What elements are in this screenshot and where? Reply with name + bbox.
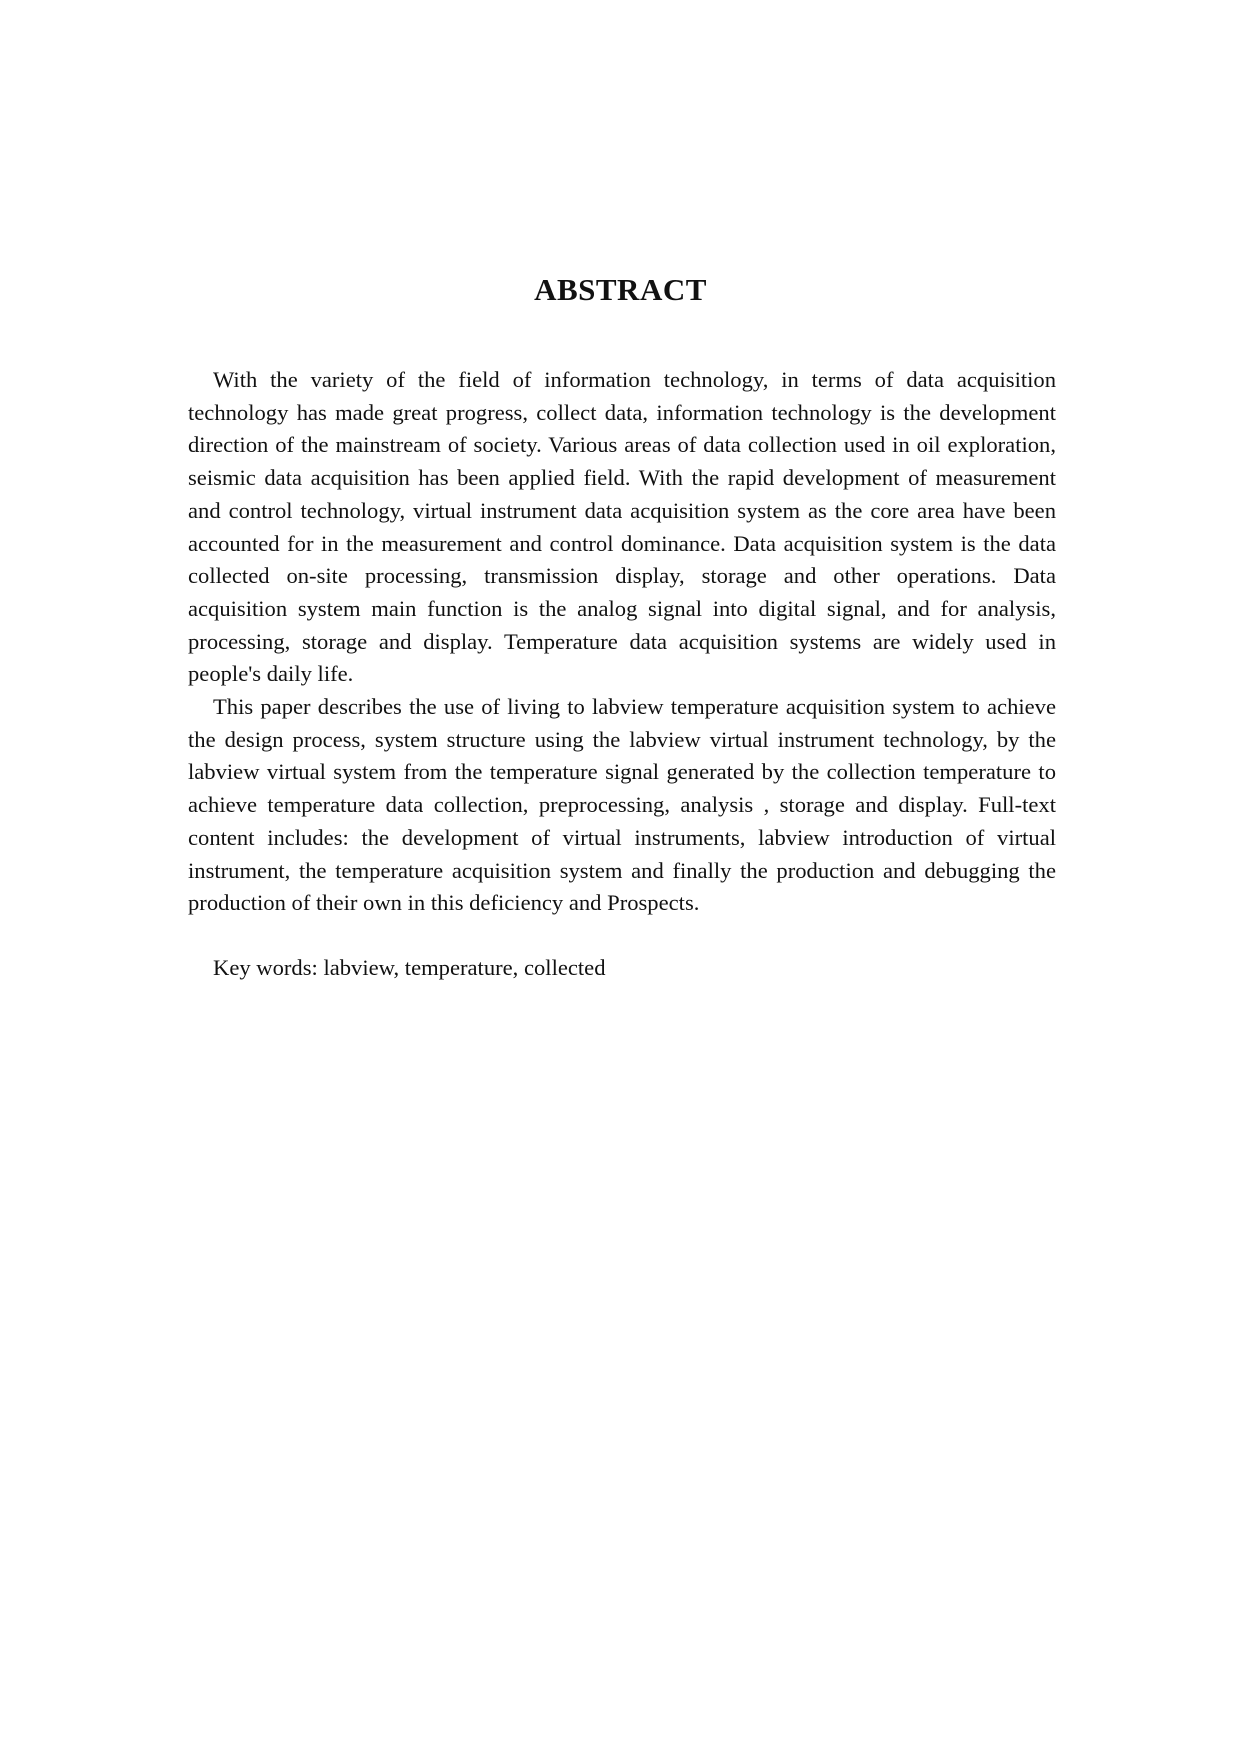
abstract-body (188, 364, 1056, 985)
abstract-paragraph-2: This paper describes the use of living to labview temperature acquisition system to achieve the design process, system structure using the labview virtual instrument technology, by the labview virtual system from the temperature signal generated by the collection temperature to achieve temperature data collection, preprocessing, analysis , storage and display. Full-text content includes: the development of virtual instruments, labview introduction of virtual instrument, the temperature acquisition system and finally the production and debugging the production of their own in this deficiency and Prospects. (188, 694, 1056, 916)
page-title: ABSTRACT (534, 272, 707, 307)
abstract-paragraph-1: With the variety of the field of information technology, in terms of data acquisition technology has made great progress, collect data, information technology is the development direction of the mainstream of society. Various areas of data collection used in oil exploration, seismic data acquisition has been applied field. With the rapid development of measurement and control technology, virtual instrument data acquisition system as the core area have been accounted for in the measurement and control dominance. Data acquisition system is the data collected on-site processing, transmission display, storage and other operations. Data acquisition system main function is the analog signal into digital signal, and for analysis, processing, storage and display. Temperature data acquisition systems are widely used in people's daily life. (188, 367, 1056, 687)
keywords-line: Key words: labview, temperature, collected (213, 954, 606, 980)
